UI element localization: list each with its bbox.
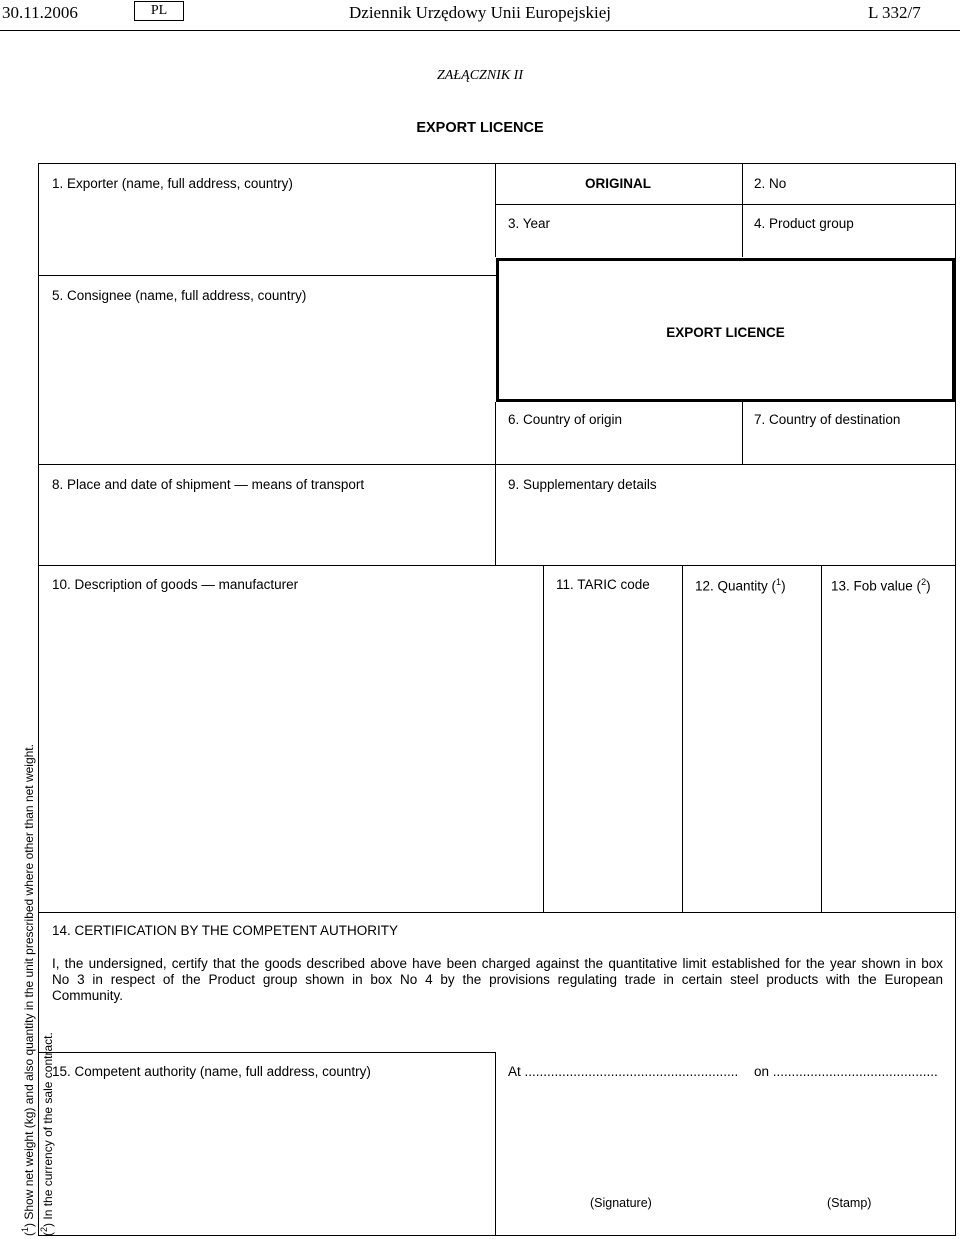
line-box10-top [38,565,956,566]
original-label: ORIGINAL [585,176,651,191]
stamp-label: (Stamp) [827,1196,872,1210]
box15-authority-label: 15. Competent authority (name, full address, country) [52,1064,371,1079]
at-place-field: At ......................................................... [508,1064,739,1079]
line-box1-right [495,163,496,257]
certification-text-line-1: I, the undersigned, certify that the goods described above have been charged against the quantitative limit established for the year shown in box [52,956,943,971]
on-date-field: on ............................................ [754,1064,938,1079]
line-box5-top [38,275,496,276]
footnote-2-mark: 2 [39,1226,49,1232]
box1-exporter-label: 1. Exporter (name, full address, country) [52,176,293,191]
box3-year-label: 3. Year [508,216,551,231]
box4-product-group-label: 4. Product group [754,216,854,231]
footnote-2-text: In the currency of the sale contract. [41,1032,55,1220]
line-box3-top [495,204,956,205]
line-box13-left [821,565,822,912]
footnote-1-text: Show net weight (kg) and also quantity in the unit prescribed where other than net weight. [22,744,36,1220]
header-date: 30.11.2006 [2,3,78,22]
box13-footnote-ref: 2 [921,577,927,587]
box5-consignee-label: 5. Consignee (name, full address, country) [52,288,307,303]
line-box11-left [543,565,544,912]
line-box15-top [38,1052,496,1053]
box13-paren: ) [926,578,931,594]
annex-title: ZAŁĄCZNIK II [437,68,523,83]
signature-label: (Signature) [590,1196,652,1210]
box6-country-origin-label: 6. Country of origin [508,412,623,427]
box12-footnote-ref: 1 [776,577,782,587]
box12-paren: ) [781,578,786,594]
line-box2-left [742,163,743,257]
licence-box-title: EXPORT LICENCE [666,325,785,340]
line-box12-left [682,565,683,912]
line-box8-top [38,464,956,465]
box12-quantity-label [695,577,786,594]
box11-taric-label: 11. TARIC code [556,577,650,592]
footnote-1: ($^1$) Show net weight (kg) and also quantity in the unit prescribed where other than net weight. [20,744,36,1236]
box2-number-label: 2. No [754,176,787,191]
footnote-1-mark: 1 [20,1226,30,1232]
header-rule [0,30,960,31]
document-title: EXPORT LICENCE [416,120,544,136]
certification-text-line-2: No 3 in respect of the Product group shown in box No 4 by the provisions regulating trade in certain steel products with the European [52,972,943,987]
footnotes [18,744,56,1236]
frame-right [955,163,956,1236]
frame-top [38,163,956,164]
certification-text-line-3: Community. [52,988,124,1003]
box8-shipment-label: 8. Place and date of shipment — means of transport [52,477,365,492]
box13-text: 13. Fob value ( [831,578,922,594]
box7-country-destination-label: 7. Country of destination [754,412,901,427]
box10-description-label: 10. Description of goods — manufacturer [52,577,299,592]
footnote-2: ($^2$) In the currency of the sale contract. [39,1032,55,1236]
header-language-code: PL [134,1,184,21]
box9-supplementary-label: 9. Supplementary details [508,477,657,492]
line-box6-left [495,402,496,464]
line-box7-left [742,402,743,464]
frame-bottom [38,1235,956,1236]
line-box14-top [38,912,956,913]
header-journal-title: Dziennik Urzędowy Unii Europejskiej [349,3,612,22]
line-box15-right [495,1052,496,1236]
header-page-number: L 332/7 [868,3,921,22]
box13-fob-label [831,577,931,594]
box12-text: 12. Quantity ( [695,578,777,594]
line-box9-left [495,464,496,565]
box14-certification-label: 14. CERTIFICATION BY THE COMPETENT AUTHORITY [52,923,399,938]
